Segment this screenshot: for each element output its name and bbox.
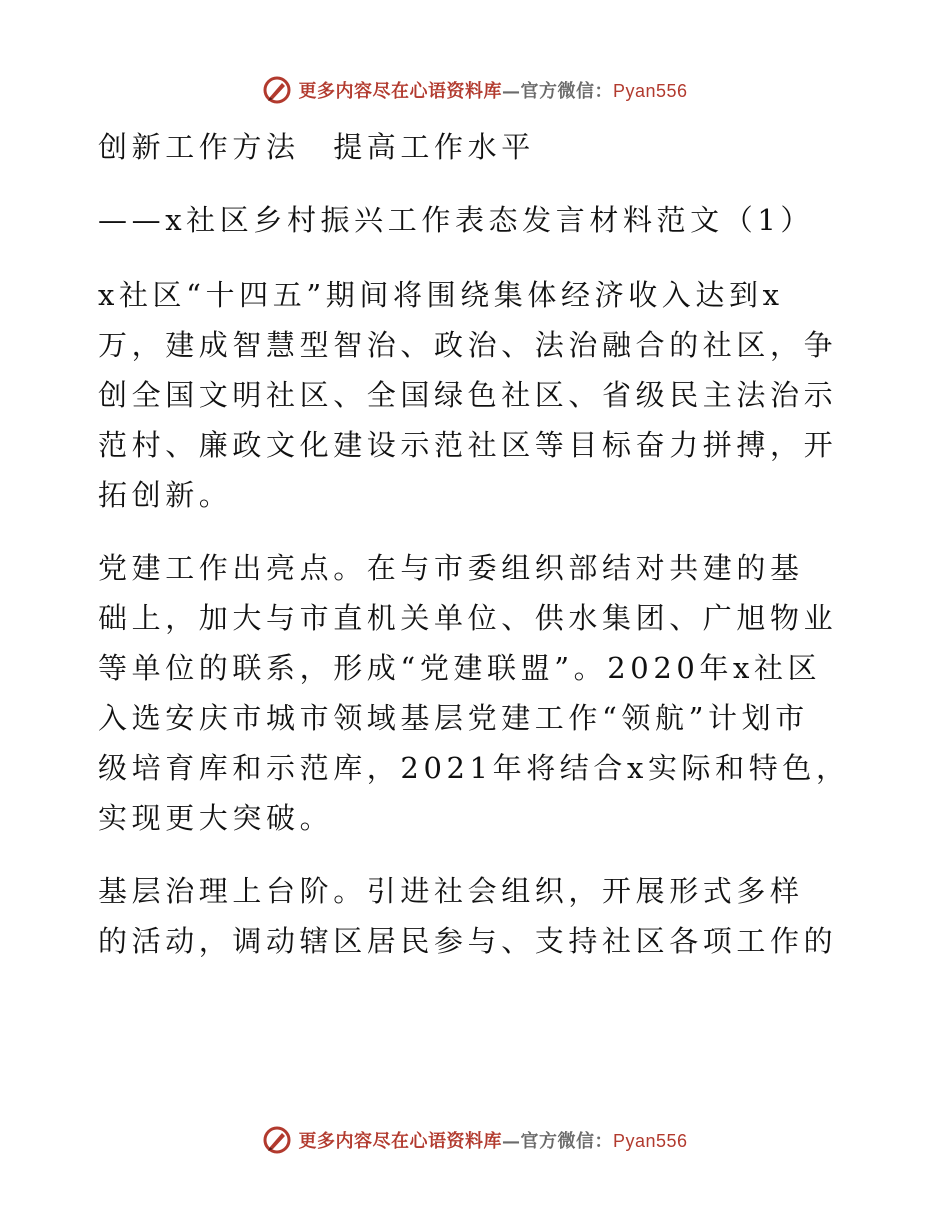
pen-circle-logo-icon bbox=[262, 75, 292, 105]
paragraph-line: 基层治理上台阶。引进社会组织，开展形式多样 bbox=[98, 874, 804, 908]
footer-watermark-banner bbox=[0, 1120, 950, 1160]
paragraph-line: 创全国文明社区、全国绿色社区、省级民主法治示 bbox=[98, 378, 838, 412]
paragraph-line: 级培育库和示范库，2021年将结合x实际和特色， bbox=[98, 751, 850, 785]
paragraph-line: 入选安庆市城市领域基层党建工作“领航”计划市 bbox=[98, 701, 809, 735]
header-watermark-banner bbox=[0, 70, 950, 110]
document-subtitle: ——x社区乡村振兴工作表态发言材料范文（1） bbox=[98, 203, 815, 237]
watermark-prefix: 更多内容尽在心语资料库 bbox=[298, 81, 502, 102]
paragraph-line: 拓创新。 bbox=[98, 478, 233, 512]
paragraph-line: 础上，加大与市直机关单位、供水集团、广旭物业 bbox=[98, 601, 838, 635]
paragraph-line: 的活动，调动辖区居民参与、支持社区各项工作的 bbox=[98, 924, 838, 958]
paragraph-1 bbox=[98, 270, 858, 520]
watermark-official: 官方微信： bbox=[520, 1131, 613, 1152]
document-body bbox=[98, 122, 858, 966]
paragraph-line: 党建工作出亮点。在与市委组织部结对共建的基 bbox=[98, 551, 804, 585]
paragraph-3 bbox=[98, 866, 858, 966]
watermark-official: 官方微信： bbox=[520, 81, 613, 102]
watermark-dash: — bbox=[501, 81, 521, 102]
watermark-dash: — bbox=[501, 1131, 521, 1152]
pen-circle-logo-icon bbox=[262, 1125, 292, 1155]
watermark-prefix: 更多内容尽在心语资料库 bbox=[298, 1131, 502, 1152]
document-title: 创新工作方法 提高工作水平 bbox=[98, 130, 535, 164]
paragraph-line: 等单位的联系，形成“党建联盟”。2020年x社区 bbox=[98, 651, 822, 685]
watermark-account: Pyan556 bbox=[612, 81, 688, 101]
watermark-text bbox=[298, 77, 687, 103]
paragraph-line: 万，建成智慧型智治、政治、法治融合的社区，争 bbox=[98, 328, 838, 362]
paragraph-2 bbox=[98, 543, 858, 843]
paragraph-line: 实现更大突破。 bbox=[98, 801, 334, 835]
paragraph-line: 范村、廉政文化建设示范社区等目标奋力拼搏，开 bbox=[98, 428, 838, 462]
watermark-account: Pyan556 bbox=[612, 1131, 688, 1151]
watermark-text bbox=[298, 1127, 687, 1153]
paragraph-line: x社区“十四五”期间将围绕集体经济收入达到x bbox=[98, 278, 784, 312]
